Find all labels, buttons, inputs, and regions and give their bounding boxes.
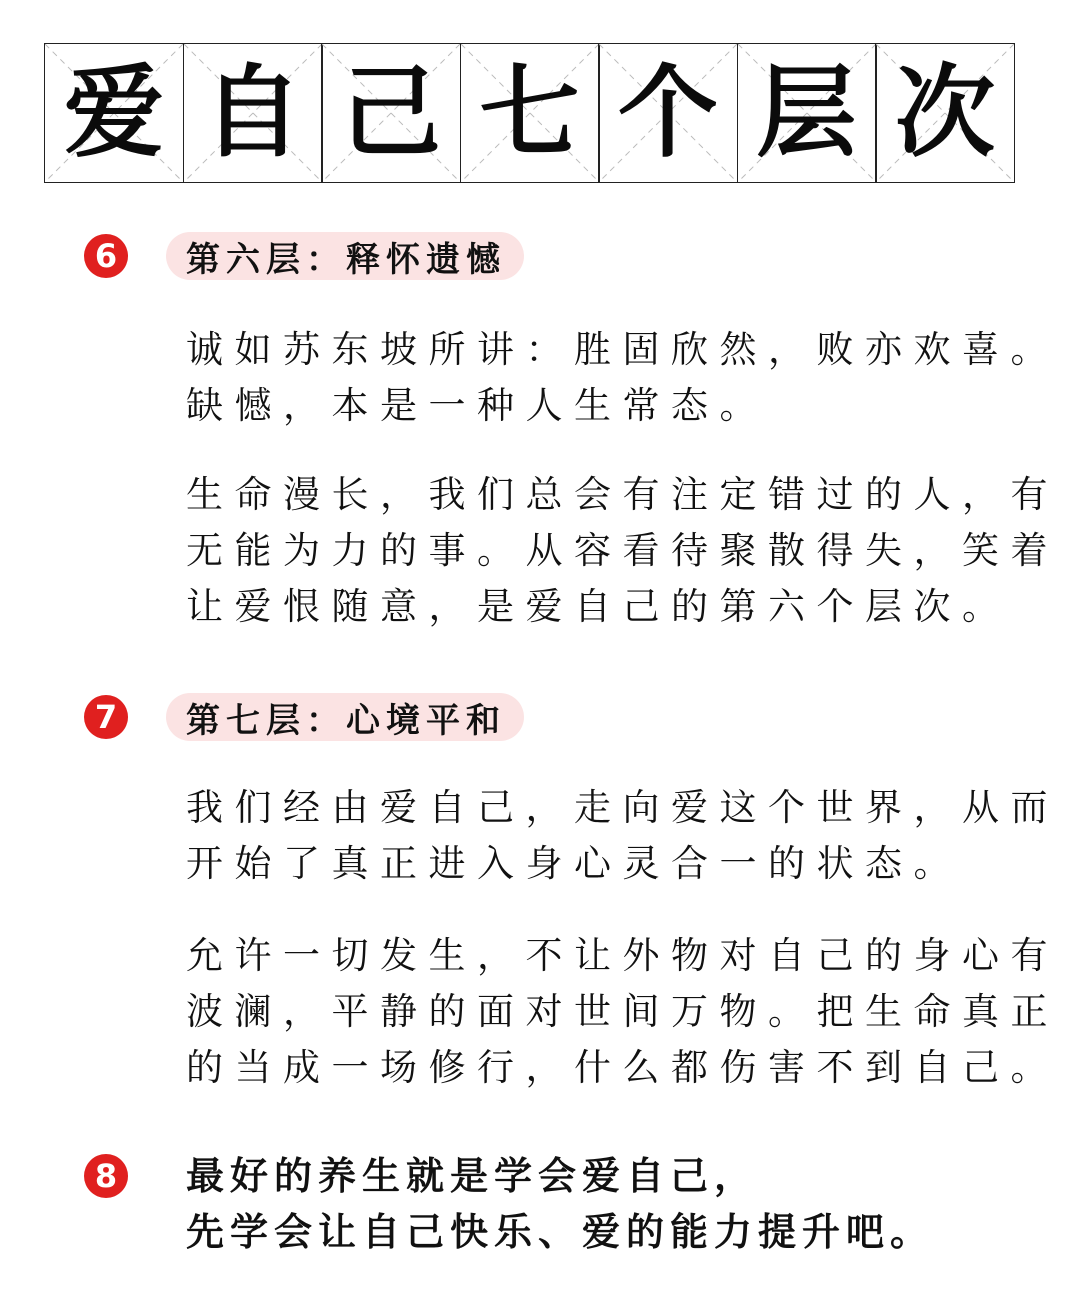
title-cell [875,43,1015,183]
title-banner [44,43,1015,183]
closing-statement [186,1148,1006,1260]
text-line: 开始了真正进入身心灵合一的状态。 [186,842,962,885]
title-cell [598,43,738,183]
section-6-paragraph-2 [186,467,1059,635]
section-7-heading [166,693,524,741]
number-badge: 8 [84,1154,128,1198]
title-cell [737,43,877,183]
title-cell [183,43,323,183]
title-cell [321,43,461,183]
text-line: 最好的养生就是学会爱自己， [186,1154,759,1198]
text-line: 让爱恨随意，是爱自己的第六个层次。 [186,585,1011,628]
number-badge: 7 [84,695,128,739]
text-line: 诚如苏东坡所讲：胜固欣然，败亦欢喜。 [186,328,1059,371]
title-char: 层 [756,54,857,171]
title-char: 次 [895,54,995,171]
section-7-heading-text: 第七层：心境平和 [186,700,506,741]
title-cell [460,43,600,183]
section-7-paragraph-2 [186,928,1059,1096]
text-line: 的当成一场修行，什么都伤害不到自己。 [186,1046,1059,1089]
section-6-paragraph-1 [186,322,1059,434]
section-8-marker [84,1154,128,1198]
text-line: 生命漫长，我们总会有注定错过的人，有 [186,473,1059,516]
text-line: 波澜，平静的面对世间万物。把生命真正 [186,990,1059,1033]
text-line: 允许一切发生，不让外物对自己的身心有 [186,934,1059,977]
title-char: 七 [479,54,580,171]
section-6-heading [166,232,524,280]
title-cell [44,43,184,183]
title-char: 爱 [64,54,164,171]
section-7-marker [84,695,128,739]
text-line: 先学会让自己快乐、爱的能力提升吧。 [186,1210,935,1254]
title-char: 自 [202,54,303,171]
title-char: 己 [341,54,441,171]
title-char: 个 [618,54,718,171]
text-line: 缺憾，本是一种人生常态。 [186,384,768,427]
section-6-marker [84,234,128,278]
number-badge: 6 [84,234,128,278]
text-line: 我们经由爱自己，走向爱这个世界，从而 [186,786,1059,829]
section-7-paragraph-1 [186,780,1059,892]
text-line: 无能为力的事。从容看待聚散得失，笑着 [186,529,1059,572]
section-6-heading-text: 第六层：释怀遗憾 [186,239,506,280]
